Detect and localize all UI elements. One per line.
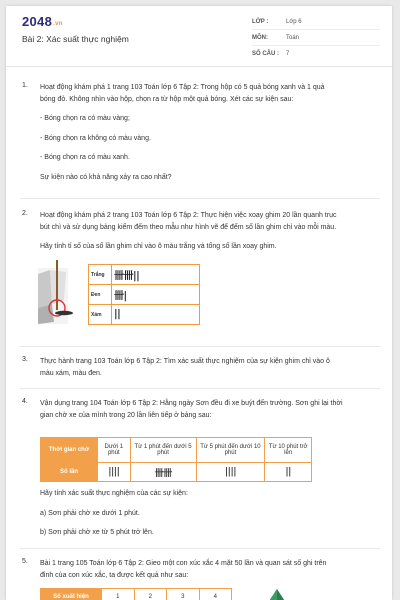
- question-prompt: Sự kiện nào có khả năng xảy ra cao nhất?: [40, 173, 172, 181]
- tally-label: Trắng: [89, 265, 112, 285]
- table-row: [89, 285, 200, 305]
- text-line: Thực hành trang 103 Toán lớp 6 Tập 2: Tìm xác suất thực nghiệm của sự kiện ghim chỉ vào ô: [40, 358, 330, 365]
- tally-marks: 卌|: [112, 285, 200, 305]
- question-prompt: Hãy tính tỉ số của số lần ghim chỉ vào ô màu trắng và tổng số lần xoay ghim.: [40, 243, 277, 250]
- lesson-title: Bài 2: Xác suất thực nghiệm: [22, 34, 129, 44]
- text-line: bút chì và sử dụng bảng kiểm đếm theo mẫu như hình vẽ để đếm số lần ghim chỉ vào mỗi màu.: [40, 223, 337, 231]
- table-cell: 1: [102, 589, 135, 600]
- tally-table: [88, 264, 200, 325]
- wait-time-table: [40, 437, 312, 482]
- table-cell: 卌卌: [130, 463, 196, 482]
- table-header-cell: Số xuất hiện: [41, 589, 102, 600]
- tetrahedral-die-icon: [262, 589, 292, 600]
- question-number: 2.: [22, 210, 28, 217]
- meta-value: Toán: [286, 34, 300, 41]
- table-row: [41, 438, 312, 463]
- question-number: 1.: [22, 82, 28, 89]
- table-cell: Từ 5 phút đến dưới 10 phút: [196, 438, 265, 463]
- table-cell: Từ 1 phút đến dưới 5 phút: [130, 438, 196, 463]
- list-item: b) Sơn phải chờ xe từ 5 phút trở lên.: [40, 529, 154, 536]
- text-line: đỉnh của con xúc xắc, ta được kết quả như sau:: [40, 571, 189, 579]
- meta-value: Lớp 6: [286, 18, 302, 25]
- table-row: [89, 265, 200, 285]
- text-line: Hoạt động khám phá 1 trang 103 Toán lớp 6 Tập 2: Trong hộp có 5 quả bóng xanh và 1 quả: [40, 84, 325, 91]
- spinner-illustration: [38, 260, 78, 336]
- question-text: [40, 210, 384, 253]
- tally-label: Xám: [89, 305, 112, 325]
- text-line: Hoạt động khám phá 2 trang 103 Toán lớp 6 Tập 2: Thực hiện việc xoay ghim 20 lần quanh trục: [40, 212, 337, 219]
- question-number: 5.: [22, 558, 28, 565]
- site-logo[interactable]: [22, 14, 63, 29]
- tally-marks: ||: [112, 305, 200, 325]
- table-cell: 2: [134, 589, 167, 600]
- list-item: a) Sơn phải chờ xe dưới 1 phút.: [40, 509, 140, 517]
- question-text: [40, 82, 384, 183]
- worksheet-header: [6, 6, 392, 67]
- table-header-cell: Thời gian chờ: [41, 438, 98, 463]
- list-item: - Bóng chọn ra có màu vàng;: [40, 115, 130, 122]
- question-text: [40, 488, 384, 539]
- table-cell: 4: [199, 589, 232, 600]
- question-text: [40, 398, 384, 421]
- worksheet-page: [6, 6, 392, 600]
- question-prompt: Hãy tính xác suất thực nghiệm của các sự kiện:: [40, 490, 188, 497]
- meta-info: [252, 14, 380, 61]
- table-row: [89, 305, 200, 325]
- table-cell: ||: [265, 463, 312, 482]
- list-item: - Bóng chọn ra có màu xanh.: [40, 154, 130, 161]
- divider: [20, 198, 380, 199]
- divider: [20, 388, 380, 389]
- table-cell: 3: [167, 589, 200, 600]
- text-line: màu xám, màu đen.: [40, 369, 102, 377]
- table-row: [41, 463, 312, 482]
- text-line: gian chờ xe của mình trong 20 lần liên tiếp ở bảng sau:: [40, 411, 212, 419]
- text-line: Vận dụng trang 104 Toán lớp 6 Tập 2: Hằng ngày Sơn đều đi xe buýt đến trường. Sơn ghi lại thời: [40, 400, 343, 407]
- meta-label: SỐ CÂU :: [252, 50, 279, 57]
- meta-row-count: [252, 46, 380, 61]
- table-cell: Từ 10 phút trở lên: [265, 438, 312, 463]
- question-number: 4.: [22, 398, 28, 405]
- table-header-cell: Số lần: [41, 463, 98, 482]
- meta-row-subject: [252, 30, 380, 46]
- question-text: [40, 558, 384, 581]
- table-cell: ||||: [196, 463, 265, 482]
- meta-value: 7: [286, 50, 290, 57]
- list-item: - Bóng chọn ra không có màu vàng.: [40, 134, 151, 142]
- meta-label: LỚP :: [252, 18, 269, 25]
- meta-label: MÔN:: [252, 34, 268, 41]
- table-cell: ||||: [98, 463, 131, 482]
- divider: [20, 346, 380, 347]
- logo-suffix: .vn: [53, 21, 63, 27]
- tally-label: Đen: [89, 285, 112, 305]
- table-row: [41, 589, 232, 600]
- logo-text: 2048: [22, 14, 53, 29]
- dice-result-table: [40, 588, 232, 600]
- text-line: bóng đỏ. Không nhìn vào hộp, chọn ra từ hộp một quả bóng. Xét các sự kiện sau:: [40, 95, 294, 103]
- divider: [20, 548, 380, 549]
- question-text: [40, 356, 384, 379]
- tally-marks: 卌卌||: [112, 265, 200, 285]
- table-cell: Dưới 1 phút: [98, 438, 131, 463]
- text-line: Bài 1 trang 105 Toán lớp 6 Tập 2: Gieo một con xúc xắc 4 mặt 50 lần và quan sát số ghi trên: [40, 560, 327, 567]
- spinner-figure: [38, 260, 168, 336]
- question-number: 3.: [22, 356, 28, 363]
- meta-row-class: [252, 14, 380, 30]
